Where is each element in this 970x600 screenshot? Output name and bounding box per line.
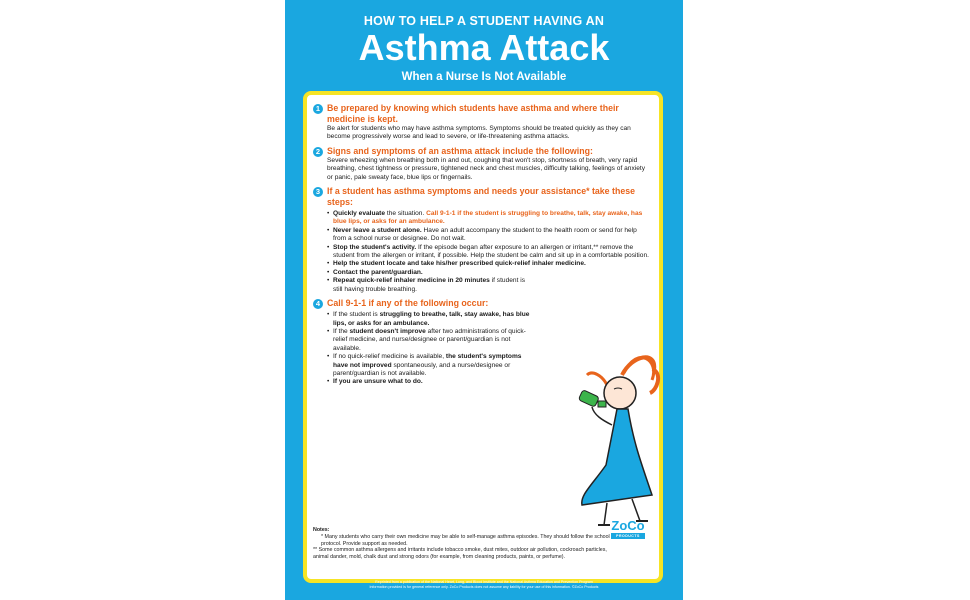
section-heading: If a student has asthma symptoms and needs your assistance* take these steps:: [327, 186, 636, 208]
poster-title: Asthma Attack: [358, 27, 610, 68]
list-item: • Never leave a student alone. Have an adult accompany the student to the health room or send for help from a school nurse or designee. Do not wait.: [327, 227, 651, 244]
list-item: • If the student is struggling to breathe, talk, stay awake, has blue lips, or asks for an ambulance.: [327, 311, 537, 328]
list-item: • Help the student locate and take his/her prescribed quick-relief inhaler medicine.: [327, 260, 593, 268]
section-body: Severe wheezing when breathing both in and out, coughing that won't stop, shortness of breath, very rapid breathing, chest tightness or pressure, tightened neck and chest muscles, difficulty talking, feelings of anxiety or panic, pale sweaty face, blue lips or fingernails.: [327, 156, 646, 181]
logo-tagline: PRODUCTS: [611, 533, 645, 539]
step-number-badge: 4: [313, 299, 323, 309]
logo-wordmark: ZoCo: [611, 518, 645, 533]
section-1: [313, 103, 651, 142]
list-item: • Contact the parent/guardian.: [327, 269, 651, 277]
section-2: [313, 146, 651, 182]
step-number-badge: 2: [313, 147, 323, 157]
list-item: • If the student doesn't improve after two administrations of quick-relief medicine, and nurse/designee or parent/guardian is not available.: [327, 328, 537, 353]
list-item: • If no quick-relief medicine is available, the student's symptoms have not improved spontaneously, and a nurse/designee or parent/guardian is not available.: [327, 353, 537, 378]
section-3: [313, 186, 651, 294]
content-panel: [303, 91, 663, 583]
section-heading: Be prepared by knowing which students have asthma and where their medicine is kept.: [327, 103, 619, 124]
poster-subtitle: When a Nurse Is Not Available: [401, 71, 567, 83]
note-2: ** Some common asthma allergens and irritants include tobacco smoke, dust mites, outdoor air pollution, cockroach particles, animal dander, mold, chalk dust and strong odors (for example, from cleaning products, paints, or perfume).: [313, 547, 607, 561]
footer: [305, 580, 663, 590]
girl-with-inhaler-illustration: [562, 345, 662, 535]
section-heading: Signs and symptoms of an asthma attack include the following:: [327, 145, 593, 156]
notes: [313, 527, 613, 561]
zoco-logo: [611, 519, 645, 545]
poster-kicker: HOW TO HELP A STUDENT HAVING AN: [363, 14, 605, 28]
footer-line-2: Information provided is for general reference only. ZoCo Products does not assume any liability for your use of this information. ©ZoCo Products: [369, 585, 599, 589]
note-1: * Many students who carry their own medicine may be able to self-manage asthma episodes. They should follow the school protocol. Provide support as needed.: [321, 533, 610, 547]
list-item: • If you are unsure what to do.: [327, 378, 537, 386]
list-item: • Quickly evaluate the situation. Call 9-1-1 if the student is struggling to breathe, talk, stay awake, has blue lips, or asks for an ambulance.: [327, 210, 651, 227]
step-number-badge: 1: [313, 104, 323, 114]
notes-title: Notes:: [313, 527, 330, 533]
section-heading: Call 9-1-1 if any of the following occur:: [327, 298, 489, 309]
list-item: • Repeat quick-relief inhaler medicine in 20 minutes if student is still having trouble breathing.: [327, 277, 533, 294]
footer-line-1: Reprinted from a publication of the National Heart, Lung, and Blood Institute and the National Asthma Education and Prevention Program: [375, 580, 593, 584]
section-body: Be alert for students who may have asthma symptoms. Symptoms should be treated quickly as they can become progressively worse and lead to severe, or life-threatening asthma attacks.: [327, 125, 631, 141]
list-item: • Stop the student's activity. If the episode began after exposure to an allergen or irritant,** remove the student from the allergen or irritant, if possible. Help the student be calm and sit up in a comfortable position.: [327, 244, 651, 261]
asthma-poster: [285, 0, 683, 600]
step-number-badge: 3: [313, 187, 323, 197]
